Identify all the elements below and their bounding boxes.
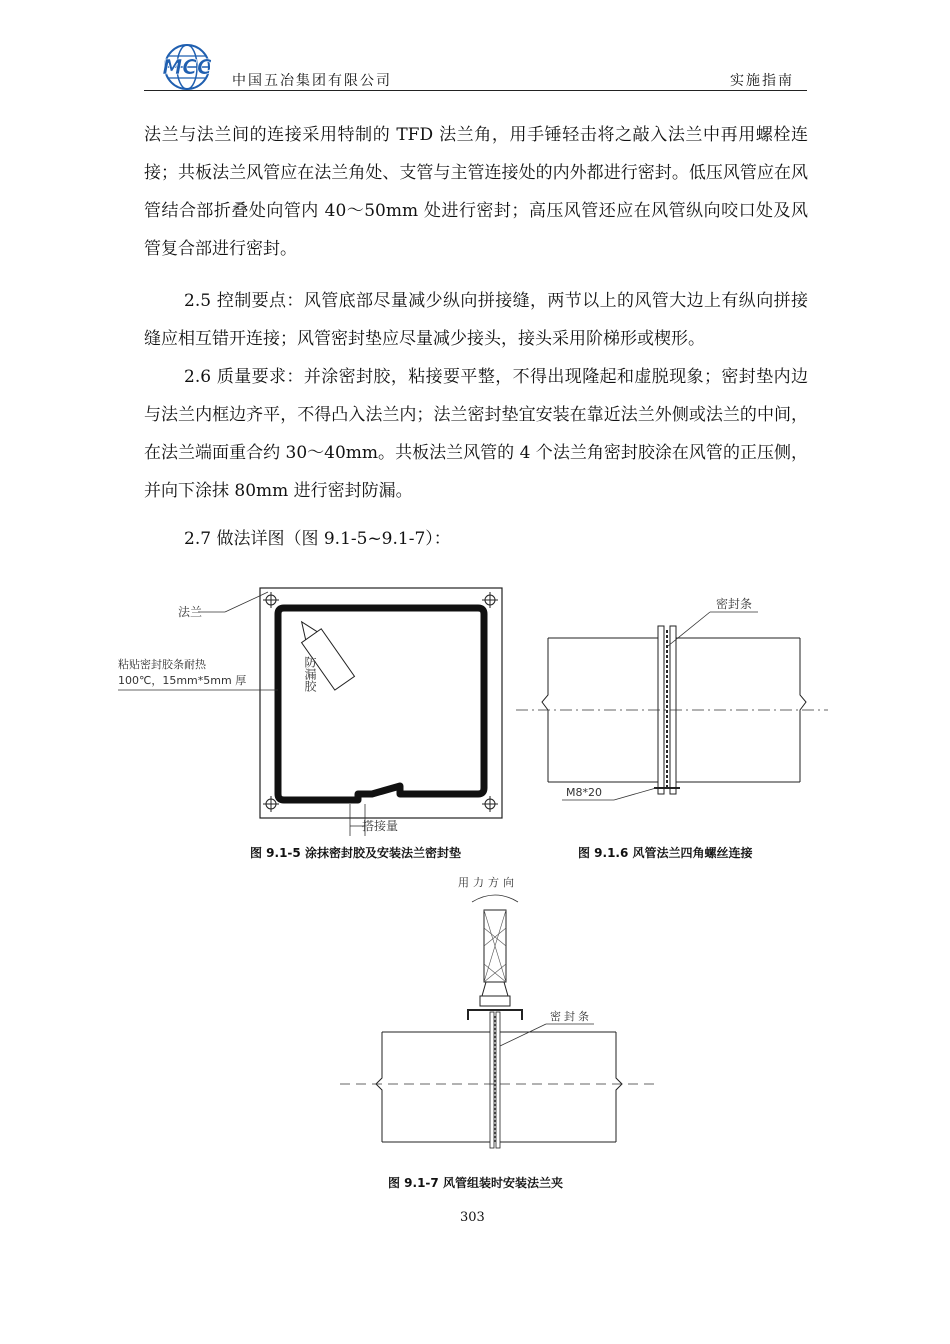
fig3-strip-label: 密封条 xyxy=(550,1010,592,1023)
paragraph-3: 2.6 质量要求：并涂密封胶，粘接要平整，不得出现隆起和虚脱现象；密封垫内边与法兰内框边齐平，不得凸入法兰内；法兰密封垫宜安装在靠近法兰外侧或法兰的中间，在法兰端面重合约 30～40mm。共板法兰风管的 4 个法兰角密封胶涂在风管的正压侧，并向下涂抹 80mm 进行密封防漏。 xyxy=(144,367,808,501)
fig2-strip-label: 密封条 xyxy=(716,597,753,611)
header-rule xyxy=(144,90,807,91)
logo-text: MCC xyxy=(162,55,212,79)
fig1-flange-label: 法兰 xyxy=(178,605,203,619)
figure-flange-bolts xyxy=(510,590,830,815)
section-title: 实施指南 xyxy=(730,73,794,89)
fig1-seal-label-2: 100℃，15mm*5mm 厚 xyxy=(118,674,247,687)
fig1-overlap-label: 搭接量 xyxy=(362,819,399,833)
mcc-logo xyxy=(152,42,222,92)
company-name: 中国五冶集团有限公司 xyxy=(232,73,392,89)
figure1-caption: 图 9.1-5 涂抹密封胶及安装法兰密封垫 xyxy=(250,846,461,860)
fig1-tube-label: 防漏胶 xyxy=(303,656,317,692)
figure3-caption: 图 9.1-7 风管组装时安装法兰夹 xyxy=(388,1176,563,1190)
page-number: 303 xyxy=(460,1210,485,1225)
fig1-seal-label-1: 粘贴密封胶条耐热 xyxy=(118,658,206,671)
paragraph-1: 法兰与法兰间的连接采用特制的 TFD 法兰角，用手锤轻击将之敲入法兰中再用螺栓连接；共板法兰风管应在法兰角处、支管与主管连接处的内外都进行密封。低压风管应在风管结合部折叠处向管内 40～50mm 处进行密封；高压风管还应在风管纵向咬口处及风管复合部进行密封。 xyxy=(144,125,808,259)
fig3-force-label: 用力方向 xyxy=(458,876,518,889)
figure-flange-gasket xyxy=(110,578,530,838)
figure-flange-clamp xyxy=(340,870,660,1160)
paragraph-4: 2.7 做法详图（图 9.1-5~9.1-7）： xyxy=(184,529,451,549)
figure2-caption: 图 9.1.6 风管法兰四角螺丝连接 xyxy=(578,846,753,860)
paragraph-2: 2.5 控制要点：风管底部尽量减少纵向拼接缝，两节以上的风管大边上有纵向拼接缝应相互错开连接；风管密封垫应尽量减少接头，接头采用阶梯形或楔形。 xyxy=(144,291,808,349)
fig2-bolt-label: M8*20 xyxy=(566,786,602,799)
